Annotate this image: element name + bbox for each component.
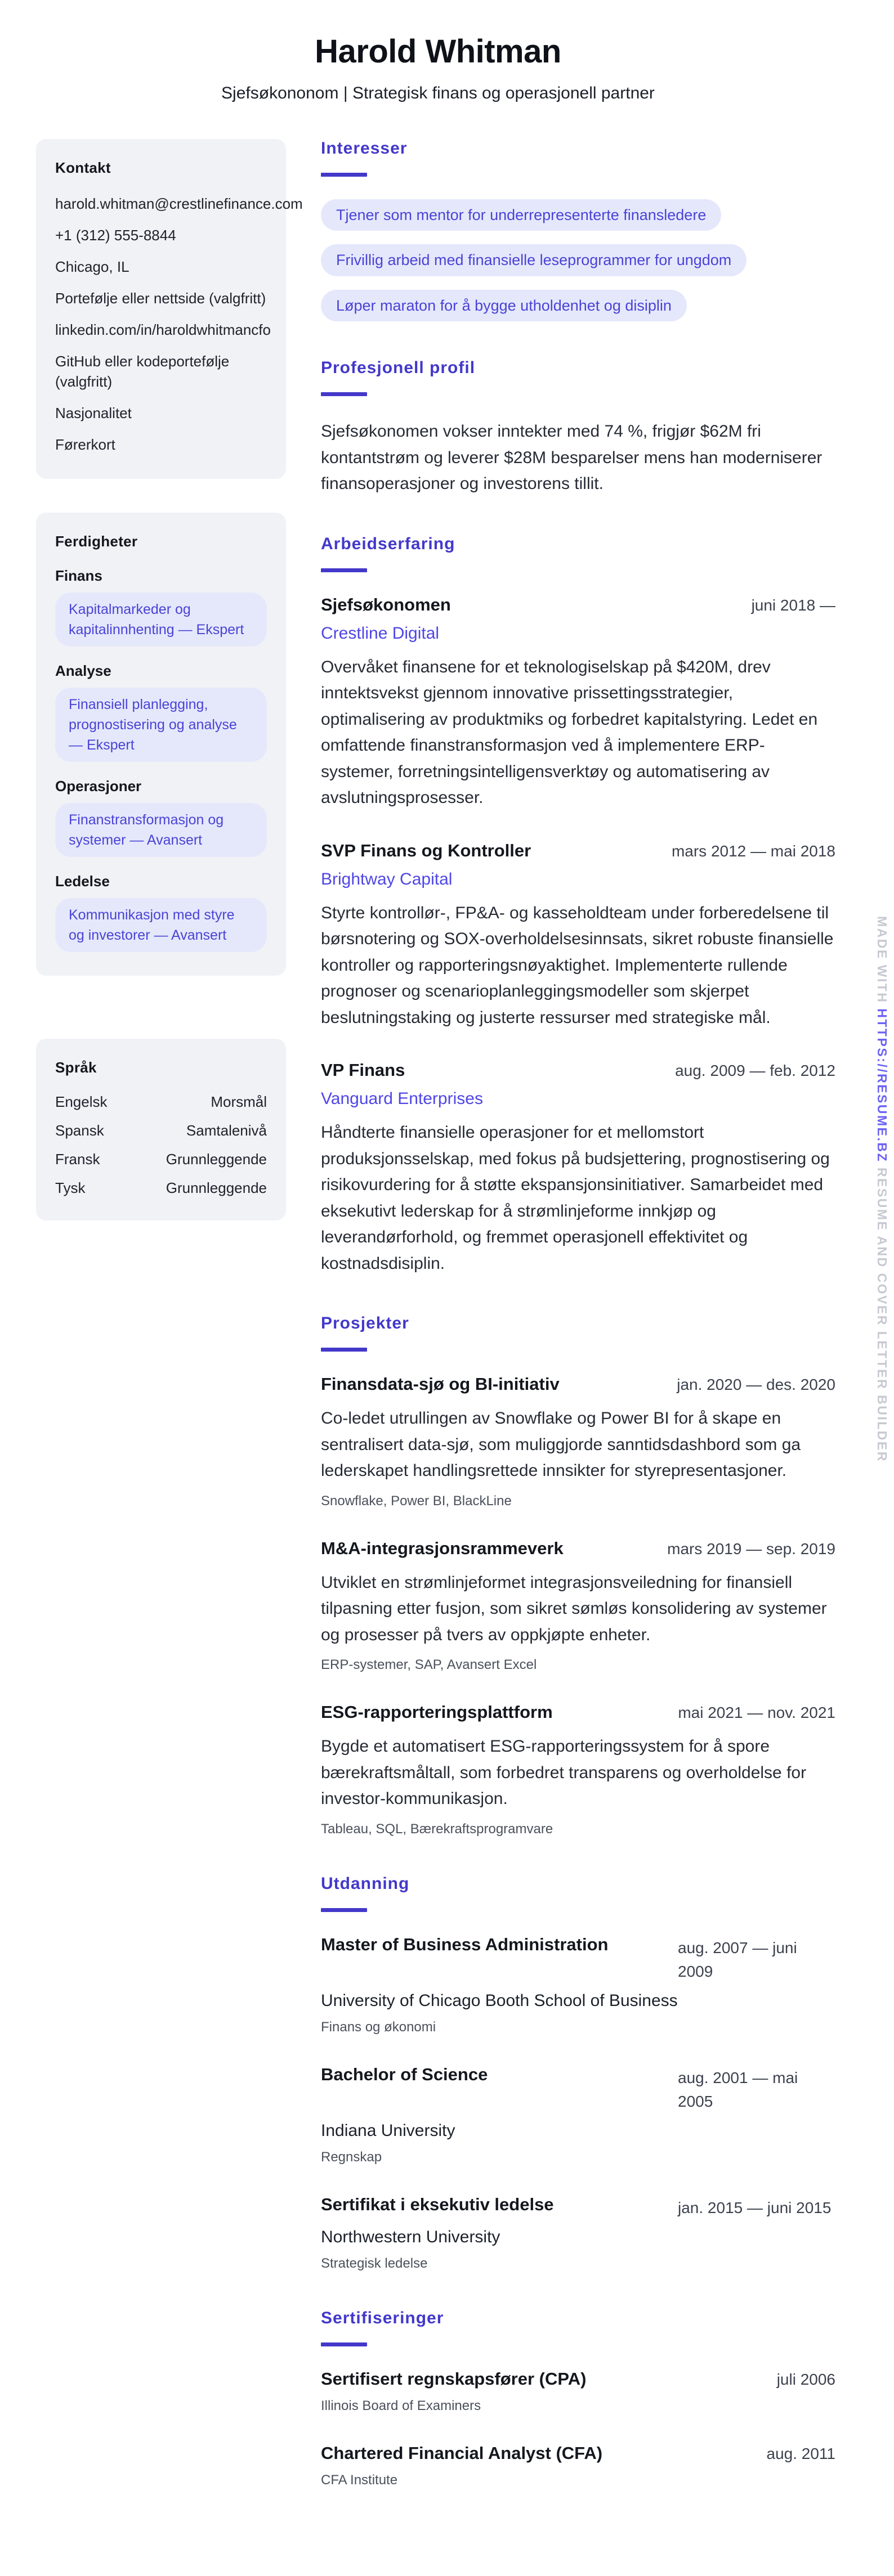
experience-item (321, 1060, 835, 1277)
certification-issuer: CFA Institute (321, 2472, 398, 2488)
school-name: Indiana University (321, 2121, 455, 2140)
section-profile (321, 358, 835, 497)
job-company-link[interactable]: Vanguard Enterprises (321, 1089, 483, 1109)
language-row (55, 1179, 267, 1197)
job-company-link[interactable]: Brightway Capital (321, 869, 453, 888)
skill-badge: Kapitalmarkeder og kapitalinnhenting — Ekspert (55, 593, 267, 647)
certification-date: aug. 2011 (766, 2444, 835, 2462)
contact-github-placeholder: GitHub eller kodeportefølje (valgfritt) (55, 352, 230, 391)
job-description: Overvåket finansene for et teknologiselskap på $420M, drev inntektsvekst gjennom innovative prissettingsstrategier, optimalisering av produktmiks og forbedret kapitalstyring. Ledet en omfattende finanstransformasjon ved å implementere ERP-systemer, forretningsintelligensverktøy og automatisering av avslutningsprosesser. (321, 657, 818, 807)
job-dates: aug. 2009 — feb. 2012 (675, 1062, 835, 1080)
skill-group-label: Finans (55, 567, 102, 585)
certification-date: juli 2006 (776, 2370, 835, 2388)
interest-row (321, 244, 835, 276)
project-title: M&A-integrasjonsrammeverk (321, 1538, 564, 1558)
skill-group-operations (55, 778, 267, 857)
certification-item (321, 2443, 835, 2488)
section-rule (321, 392, 367, 396)
education-dates: aug. 2001 — mai 2005 (678, 2068, 798, 2110)
section-interests (321, 139, 835, 321)
section-education (321, 1874, 835, 2272)
section-experience (321, 535, 835, 1277)
contact-phone: +1 (312) 555-8844 (55, 226, 176, 244)
education-dates: jan. 2015 — juni 2015 (678, 2198, 832, 2216)
project-item (321, 1538, 835, 1673)
candidate-headline: Sjefsøkononom | Strategisk finans og operasjonell partner (221, 84, 655, 102)
certification-item (321, 2369, 835, 2414)
languages-title: Språk (55, 1059, 97, 1076)
contact-drivers-license: Førerkort (55, 436, 115, 454)
language-level: Grunnleggende (166, 1179, 267, 1197)
watermark-suffix: RESUME AND COVER LETTER BUILDER (875, 1167, 889, 1462)
experience-item (321, 841, 835, 1031)
watermark-prefix: MADE WITH (875, 916, 889, 1004)
language-row (55, 1093, 267, 1111)
skill-group-label: Operasjoner (55, 778, 142, 795)
section-title: Arbeidserfaring (321, 534, 455, 553)
language-level: Grunnleggende (166, 1151, 267, 1168)
job-dates: mars 2012 — mai 2018 (671, 842, 835, 860)
certification-name: Chartered Financial Analyst (CFA) (321, 2443, 603, 2463)
skills-card (36, 513, 286, 976)
job-description: Håndterte finansielle operasjoner for et mellomstort produksjonsselskap, med fokus på budsjettering, prognostisering og risikovurdering for å støtte ekspansjonsinitiativer. Samarbeidet med eksekutivt lederskap for å strømlinjeforme innkjøp og leverandørforhold, og fremmet operasjonell effektivitet og kostnadsdisiplin. (321, 1123, 830, 1273)
project-item (321, 1702, 835, 1837)
project-dates: mai 2021 — nov. 2021 (678, 1704, 835, 1722)
interest-row (321, 199, 835, 231)
interest-pill: Løper maraton for å bygge utholdenhet og disiplin (321, 290, 687, 321)
section-rule (321, 1908, 367, 1912)
section-title: Profesjonell profil (321, 358, 476, 378)
certification-issuer: Illinois Board of Examiners (321, 2398, 481, 2413)
resume-header (36, 33, 840, 103)
education-item (321, 2194, 835, 2272)
section-rule (321, 2342, 367, 2346)
skills-title: Ferdigheter (55, 533, 138, 550)
contact-linkedin[interactable]: linkedin.com/in/haroldwhitmancfo (55, 321, 271, 338)
profile-text: Sjefsøkonomen vokser inntekter med 74 %, frigjør $62M fri kontantstrøm og leverer $28M besparelser mens han moderniserer finansoperasjoner og investorens tillit. (321, 422, 823, 493)
project-dates: mars 2019 — sep. 2019 (667, 1540, 835, 1558)
certification-name: Sertifisert regnskapsfører (CPA) (321, 2368, 587, 2389)
language-row (55, 1151, 267, 1168)
job-dates: juni 2018 — (751, 596, 835, 614)
skill-badge: Kommunikasjon med styre og investorer — Avansert (55, 898, 267, 952)
section-title: Sertifiseringer (321, 2308, 444, 2327)
project-description: Bygde et automatisert ESG-rapporteringssystem for å spore bærekraftsmåltall, som forbedret transparens og overholdelse for investor-kommunikasjon. (321, 1737, 807, 1808)
languages-card (36, 1039, 286, 1220)
skill-badge: Finanstransformasjon og systemer — Avansert (55, 803, 267, 857)
job-title: VP Finans (321, 1060, 405, 1080)
section-projects (321, 1314, 835, 1837)
language-row (55, 1122, 267, 1139)
interests-list (321, 199, 835, 321)
content-columns (36, 139, 840, 2525)
contact-email[interactable]: harold.whitman@crestlinefinance.com (55, 195, 303, 212)
job-company-link[interactable]: Crestline Digital (321, 623, 440, 643)
language-name: Spansk (55, 1122, 104, 1139)
section-rule (321, 1348, 367, 1352)
language-level: Morsmål (211, 1093, 267, 1111)
skill-group-leadership (55, 873, 267, 952)
section-rule (321, 173, 367, 177)
skill-group-label: Analyse (55, 662, 111, 680)
project-title: ESG-rapporteringsplattform (321, 1702, 553, 1722)
language-name: Engelsk (55, 1093, 108, 1111)
education-item (321, 1935, 835, 2035)
experience-item (321, 595, 835, 811)
contact-website-placeholder: Portefølje eller nettside (valgfritt) (55, 289, 266, 307)
sidebar (36, 139, 303, 1220)
project-title: Finansdata-sjø og BI-initiativ (321, 1374, 560, 1394)
section-title: Utdanning (321, 1874, 410, 1893)
candidate-name: Harold Whitman (315, 33, 561, 70)
contact-location: Chicago, IL (55, 258, 129, 275)
project-item (321, 1374, 835, 1509)
section-rule (321, 568, 367, 572)
section-title: Interesser (321, 139, 408, 158)
main-column (321, 139, 835, 2525)
skill-group-finance (55, 567, 267, 647)
degree-title: Master of Business Administration (321, 1934, 609, 1954)
project-description: Utviklet en strømlinjeformet integrasjonsveiledning for finansiell tilpasning etter fusjon, som sikret sømløs konsolidering av systemer og prosesser på tvers av oppkjøpte enheter. (321, 1573, 827, 1644)
skill-group-label: Ledelse (55, 873, 110, 890)
degree-title: Sertifikat i eksekutiv ledelse (321, 2194, 554, 2214)
watermark-link[interactable]: HTTPS://RESUME.BZ (875, 1008, 889, 1163)
contact-card (36, 139, 303, 479)
language-name: Tysk (55, 1179, 86, 1197)
project-dates: jan. 2020 — des. 2020 (677, 1376, 835, 1394)
field-of-study: Finans og økonomi (321, 2019, 436, 2035)
job-title: Sjefsøkonomen (321, 594, 451, 614)
field-of-study: Strategisk ledelse (321, 2255, 428, 2271)
school-name: University of Chicago Booth School of Business (321, 1991, 678, 2010)
project-tech: Tableau, SQL, Bærekraftsprogramvare (321, 1821, 553, 1837)
field-of-study: Regnskap (321, 2149, 382, 2165)
education-item (321, 2065, 835, 2165)
contact-title: Kontakt (55, 159, 111, 176)
contact-nationality: Nasjonalitet (55, 405, 132, 422)
section-certifications (321, 2309, 835, 2488)
project-description: Co-ledet utrullingen av Snowflake og Power BI for å skape en sentralisert data-sjø, som muliggjorde sanntidsdashbord som ga lederskapet handlingsrettede innsikter for styrepresentasjoner. (321, 1409, 801, 1480)
job-title: SVP Finans og Kontroller (321, 840, 531, 860)
watermark (874, 916, 889, 1462)
language-name: Fransk (55, 1151, 100, 1168)
school-name: Northwestern University (321, 2227, 500, 2246)
language-level: Samtalenivå (186, 1122, 267, 1139)
degree-title: Bachelor of Science (321, 2064, 488, 2084)
education-dates: aug. 2007 — juni 2009 (678, 1938, 797, 1980)
interest-row (321, 290, 835, 321)
interest-pill: Tjener som mentor for underrepresenterte finansledere (321, 199, 721, 231)
job-description: Styrte kontrollør-, FP&A- og kasseholdteam under forberedelsene til børsnotering og SOX-overholdelsesinnsats, sikret robuste finansielle kontroller og rapporteringsnøyaktighet. Implementerte rullende prognoser og scenarioplanleggingsmodeller som skjerpet beslutningstaking og justerte ressurser med strategiske mål. (321, 903, 834, 1027)
skill-group-analysis (55, 662, 267, 762)
interest-pill: Frivillig arbeid med finansielle leseprogrammer for ungdom (321, 244, 747, 276)
project-tech: Snowflake, Power BI, BlackLine (321, 1493, 512, 1509)
project-tech: ERP-systemer, SAP, Avansert Excel (321, 1657, 537, 1673)
skill-badge: Finansiell planlegging, prognostisering og analyse — Ekspert (55, 688, 267, 762)
section-title: Prosjekter (321, 1314, 409, 1333)
